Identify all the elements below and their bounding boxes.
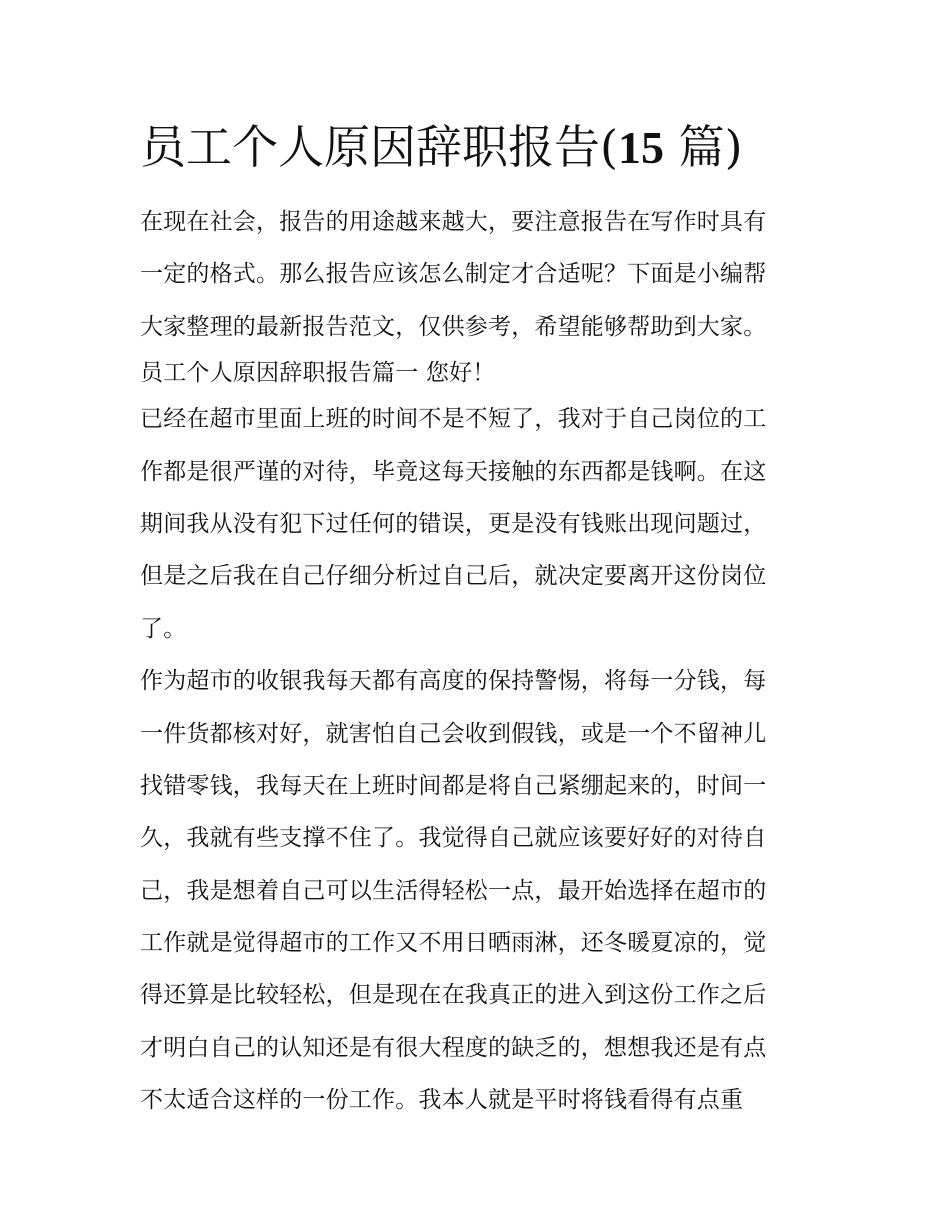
body-line: 但是之后我在自己仔细分析过自己后，就决定要离开这份岗位 [140,563,767,590]
document-body [140,196,820,1127]
title-count: 15 [617,122,664,173]
body-line: 大家整理的最新报告范文，仅供参考，希望能够帮助到大家。 [140,313,767,340]
document-title [140,116,840,179]
body-line: 久，我就有些支撑不住了。我觉得自己就应该要好好的对待自 [140,825,767,852]
body-line: 作都是很严谨的对待，毕竟这每天接触的东西都是钱啊。在这 [140,458,767,485]
body-line: 工作就是觉得超市的工作又不用日晒雨淋，还冬暖夏凉的，觉 [140,930,767,957]
body-line: 了。 [140,615,187,642]
body-line: 一件货都核对好，就害怕自己会收到假钱，或是一个不留神儿 [140,720,767,747]
body-line: 找错零钱，我每天在上班时间都是将自己紧绷起来的，时间一 [140,772,767,799]
body-line: 在现在社会，报告的用途越来越大，要注意报告在写作时具有 [140,209,767,235]
body-line: 一定的格式。那么报告应该怎么制定才合适呢？下面是小编帮 [140,261,767,288]
body-line: 不太适合这样的一份工作。我本人就是平时将钱看得有点重 [140,1087,744,1114]
title-suffix: 篇) [663,120,743,174]
body-line: 作为超市的收银我每天都有高度的保持警惕，将每一分钱，每 [140,668,767,695]
body-line: 得还算是比较轻松，但是现在在我真正的进入到这份工作之后 [140,982,767,1009]
body-line: 己，我是想着自己可以生活得轻松一点，最开始选择在超市的 [140,877,767,904]
body-line: 才明白自己的认知还是有很大程度的缺乏的，想想我还是有点 [140,1034,767,1061]
section-heading: 员工个人原因辞职报告篇一 您好！ [140,360,496,387]
body-line: 期间我从没有犯下过任何的错误，更是没有钱账出现问题过， [140,510,767,537]
title-text: 员工个人原因辞职报告( [140,120,618,174]
body-line: 已经在超市里面上班的时间不是不短了，我对于自己岗位的工 [140,406,767,433]
